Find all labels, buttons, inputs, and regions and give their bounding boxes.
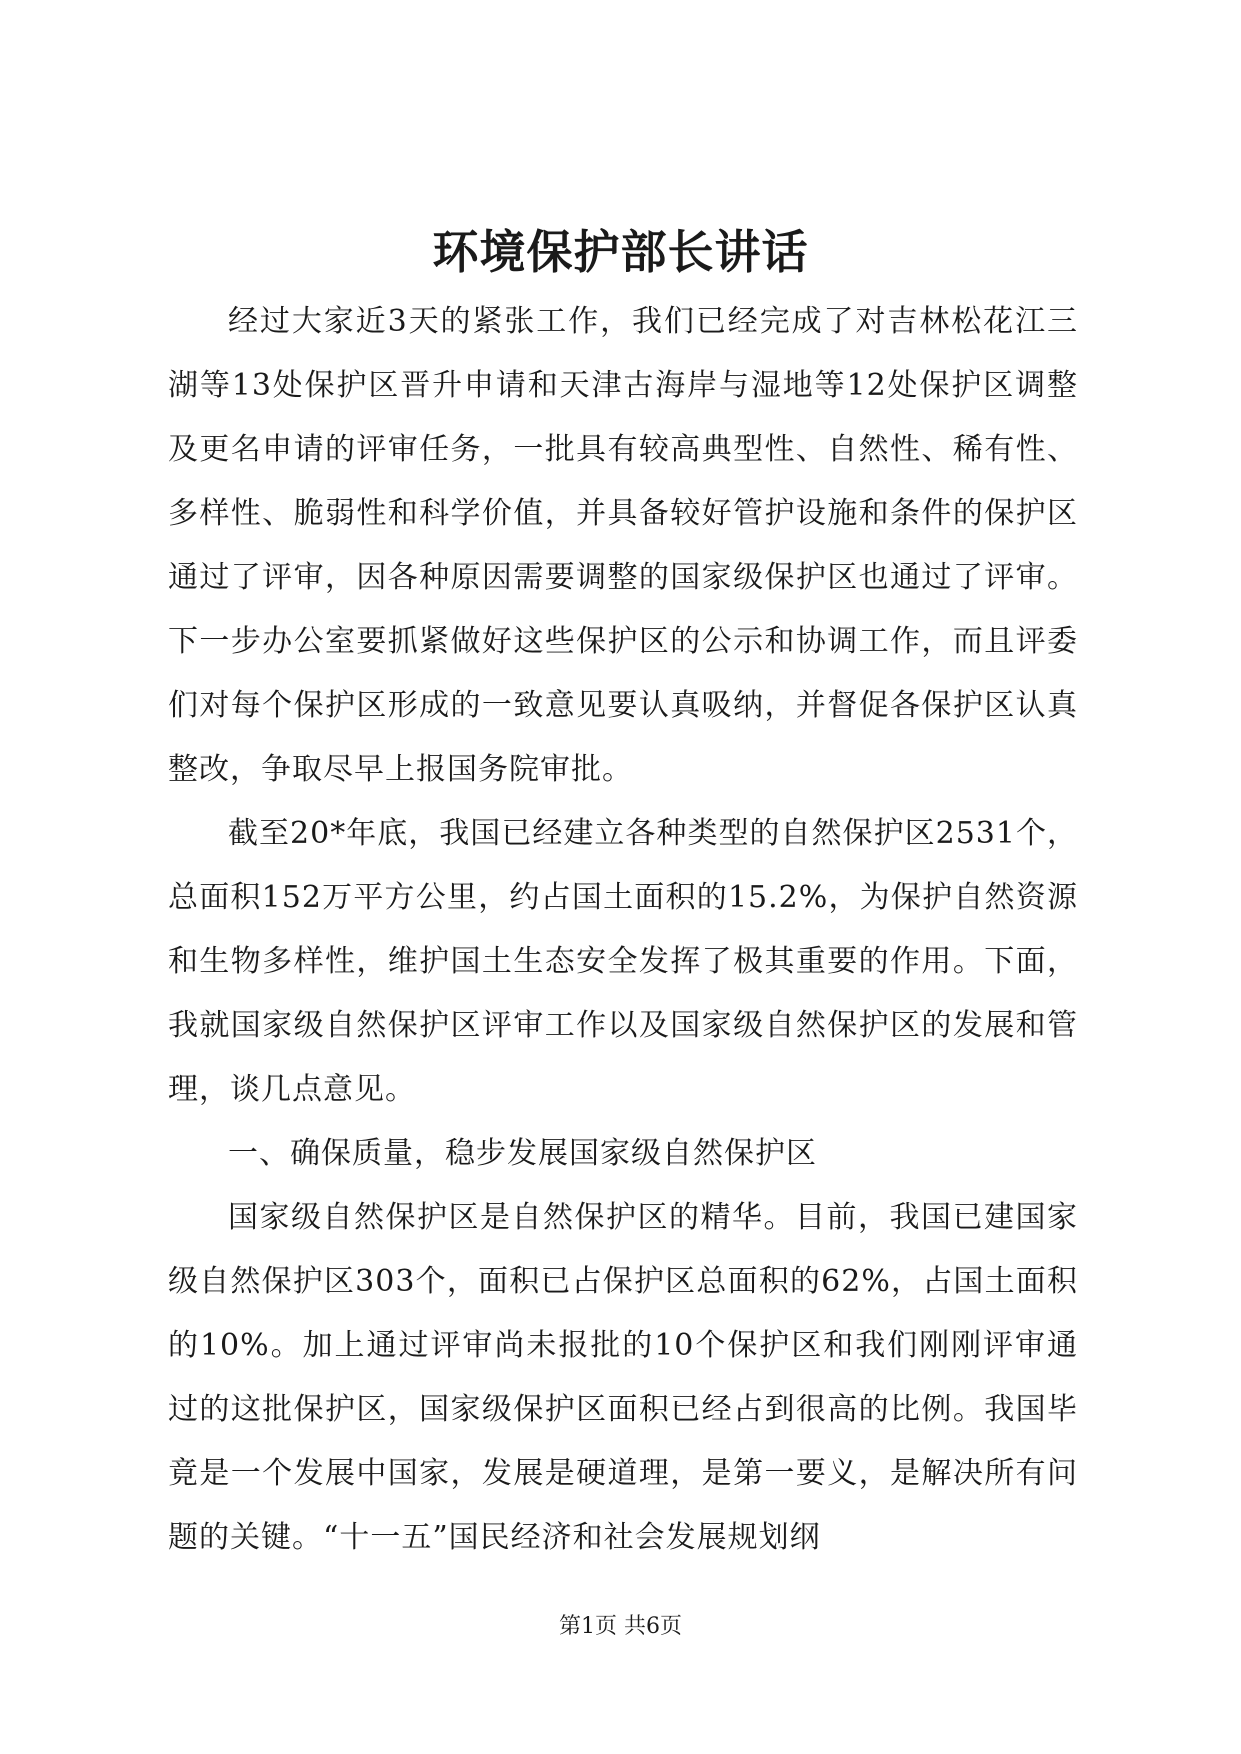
paragraph-1: 经过大家近3天的紧张工作，我们已经完成了对吉林松花江三湖等13处保护区晋升申请和天津古海岸与湿地等12处保护区调整及更名申请的评审任务，一批具有较高典型性、自然性、稀有性、多样性、脆弱性和科学价值，并具备较好管护设施和条件的保护区通过了评审，因各种原因需要调整的国家级保护区也通过了评审。下一步办公室要抓紧做好这些保护区的公示和协调工作，而且评委们对每个保护区形成的一致意见要认真吸纳，并督促各保护区认真整改，争取尽早上报国务院审批。 bbox=[168, 304, 1078, 787]
page-footer: 第1页 共6页 bbox=[559, 1614, 682, 1639]
paragraph-3: 国家级自然保护区是自然保护区的精华。目前，我国已建国家级自然保护区303个，面积已占保护区总面积的62%，占国土面积的10%。加上通过评审尚未报批的10个保护区和我们刚刚评审通过的这批保护区，国家级保护区面积已经占到很高的比例。我国毕竟是一个发展中国家，发展是硬道理，是第一要义，是解决所有问题的关键。“十一五”国民经济和社会发展规划纲 bbox=[168, 1200, 1078, 1555]
document-title: 环境保护部长讲话 bbox=[432, 225, 809, 279]
section-heading: 一、确保质量，稳步发展国家级自然保护区 bbox=[228, 1136, 817, 1171]
document-body bbox=[168, 290, 1078, 1570]
paragraph-2: 截至20*年底，我国已经建立各种类型的自然保护区2531个，总面积152万平方公里，约占国土面积的15.2%，为保护自然资源和生物多样性，维护国土生态安全发挥了极其重要的作用。下面，我就国家级自然保护区评审工作以及国家级自然保护区的发展和管理，谈几点意见。 bbox=[168, 816, 1078, 1107]
